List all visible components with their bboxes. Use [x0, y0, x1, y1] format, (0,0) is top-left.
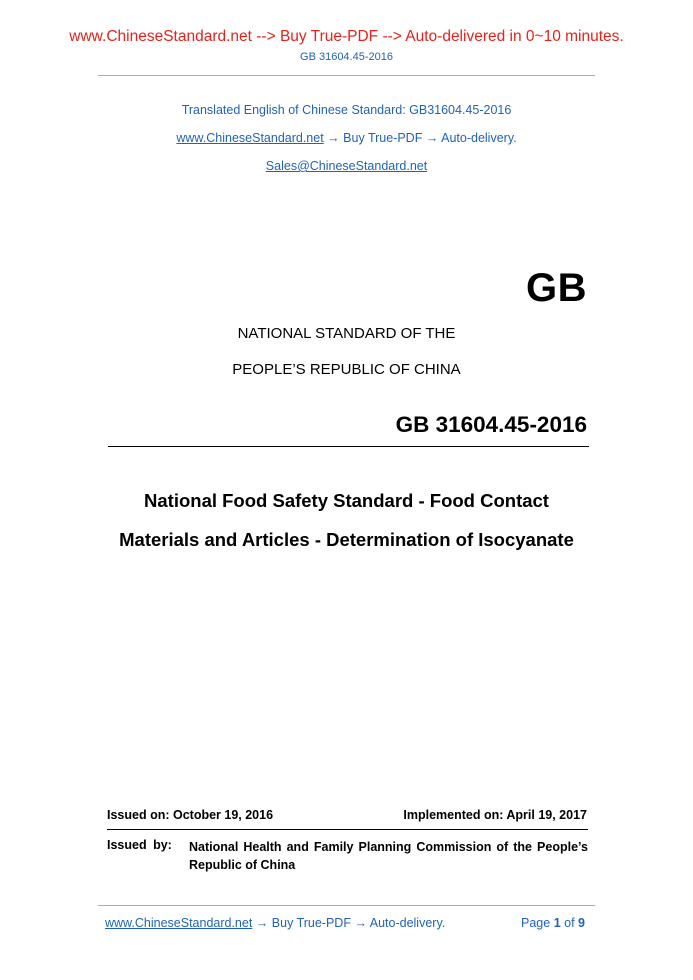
national-standard-heading: NATIONAL STANDARD OF THE — [237, 325, 456, 342]
sales-email-link[interactable]: Sales@ChineseStandard.net — [265, 159, 428, 173]
header-divider — [98, 75, 595, 76]
standard-number: GB 31604.45-2016 — [395, 412, 587, 437]
sales-line — [0, 159, 693, 173]
implemented-on-date: Implemented on: April 19, 2017 — [403, 808, 587, 822]
footer-site-link[interactable]: www.ChineseStandard.net — [105, 916, 253, 930]
page-total: 9 — [578, 916, 585, 930]
header-document-number: GB 31604.45-2016 — [300, 51, 393, 63]
footer-auto-delivery-text: Auto-delivery. — [369, 916, 446, 930]
arrow-right-icon: → — [255, 916, 269, 930]
standard-title-line-2: Materials and Articles - Determination of Isocyanate — [119, 529, 574, 550]
arrow-right-icon: → — [354, 916, 367, 930]
page-indicator — [521, 916, 585, 930]
arrow-right-icon: → — [327, 131, 340, 145]
buy-text: Buy True-PDF — [343, 131, 423, 145]
issued-by-authority: National Health and Family Planning Commission of the People’s Republic of China — [189, 840, 588, 872]
purchase-banner[interactable]: www.ChineseStandard.net --> Buy True-PDF --> Auto-delivered in 0~10 minutes. — [69, 28, 624, 45]
page-current: 1 — [553, 916, 561, 930]
issued-on-date: Issued on: October 19, 2016 — [107, 808, 274, 822]
standard-number-rule — [108, 446, 589, 447]
footer-buy-text: Buy True-PDF — [271, 916, 351, 930]
auto-delivery-text: Auto-delivery. — [441, 131, 517, 145]
page-label: Page — [521, 916, 551, 930]
issued-by-label: Issued by: — [107, 838, 172, 852]
footer-divider — [98, 905, 595, 906]
national-standard-heading-country: PEOPLE’S REPUBLIC OF CHINA — [232, 361, 461, 378]
buy-line — [0, 131, 693, 145]
site-link[interactable]: www.ChineseStandard.net — [176, 131, 324, 145]
standard-title-line-1: National Food Safety Standard - Food Contact — [144, 490, 549, 511]
translation-note: Translated English of Chinese Standard: GB31604.45-2016 — [181, 103, 512, 117]
page-of: of — [564, 916, 575, 930]
footer-buy-line — [105, 916, 445, 930]
dates-divider — [107, 829, 588, 830]
gb-mark: GB — [526, 266, 587, 310]
arrow-right-icon: → — [425, 131, 439, 145]
